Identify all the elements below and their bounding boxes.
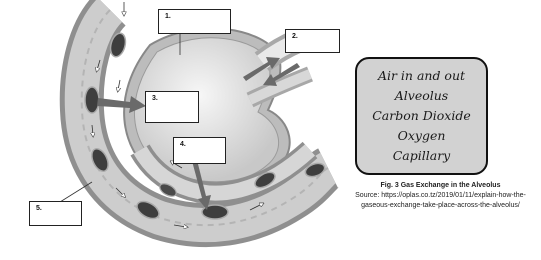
word-bank-item: Air in and out (377, 68, 466, 83)
caption-title: Fig. 3 Gas Exchange in the Alveolus (380, 182, 501, 189)
red-blood-cell (85, 87, 99, 113)
figure-caption (348, 182, 533, 211)
word-bank-item: Oxygen (397, 128, 446, 143)
label-box-5: 5. (29, 201, 82, 226)
word-bank-item: Carbon Dioxide (372, 108, 471, 123)
word-bank (355, 57, 488, 175)
word-bank-item: Alveolus (394, 88, 449, 103)
caption-source: Source: https://oplas.co.tz/2019/01/11/explain-how-the-gaseous-exchange-take-place-across-the-alveolus/ (355, 192, 526, 209)
label-box-1: 1. (158, 9, 231, 34)
label-box-3: 3. (145, 91, 199, 123)
word-bank-item: Capillary (392, 148, 451, 163)
label-box-4: 4. (173, 137, 226, 164)
label-box-2: 2. (285, 29, 340, 53)
